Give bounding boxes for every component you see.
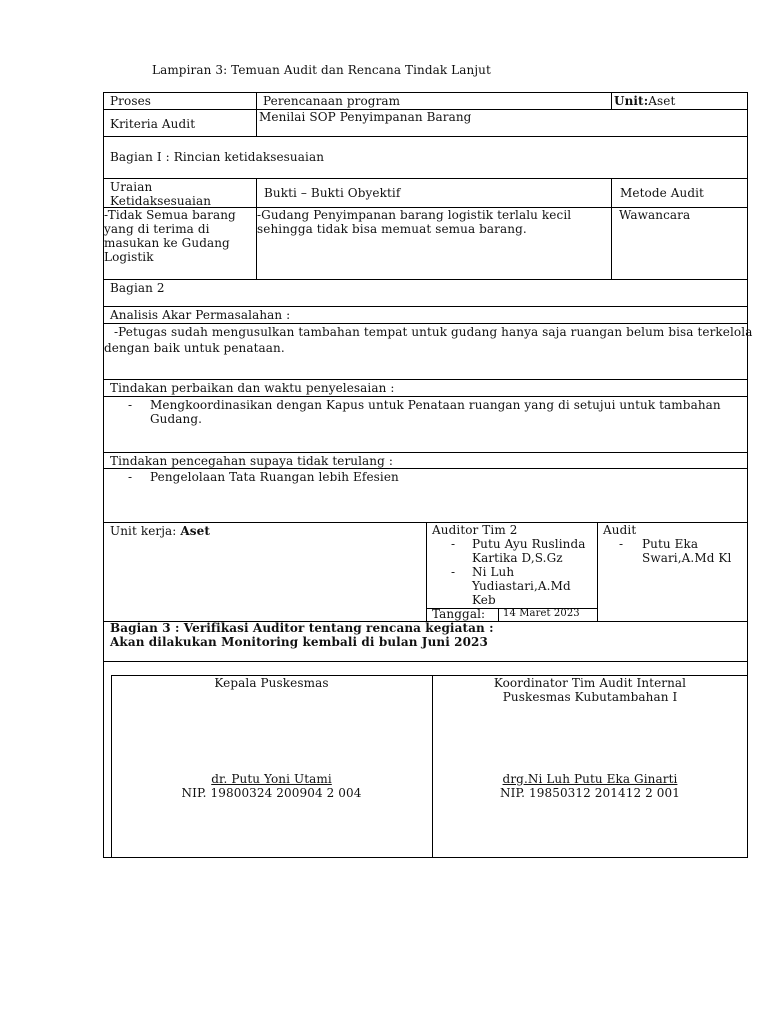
akar-label: Analisis Akar Permasalahan :	[110, 308, 291, 322]
page-title: Lampiran 3: Temuan Audit dan Rencana Tindak Lanjut	[152, 63, 491, 77]
audit-label: Audit	[603, 523, 637, 537]
akar-line1: -Petugas sudah mengusulkan tambahan tempat untuk gudang hanya saja ruangan belum bisa terkelola	[114, 325, 753, 339]
unit-kerja-value: Aset	[180, 524, 211, 538]
kriteria-label: Kriteria Audit	[110, 117, 196, 131]
signature-right-title: Koordinator Tim Audit Internal	[493, 676, 687, 690]
uraian-line: Logistik	[104, 250, 154, 264]
akar-line2: dengan baik untuk penataan.	[104, 341, 285, 355]
bukti-line: sehingga tidak bisa memuat semua barang.	[257, 222, 527, 236]
member-name: Putu Ayu Ruslinda	[472, 537, 586, 551]
signature-left-name: dr. Putu Yoni Utami	[211, 772, 332, 786]
audit-dash: -	[619, 537, 624, 551]
uraian-line: masukan ke Gudang	[104, 236, 230, 250]
perbaikan-line1: Mengkoordinasikan dengan Kapus untuk Penataan ruangan yang di setujui untuk tambahan	[150, 398, 721, 412]
unit-field	[614, 94, 675, 108]
uraian-line: yang di terima di	[104, 222, 210, 236]
bagian3-title: Bagian 3 : Verifikasi Auditor tentang rencana kegiatan :	[110, 621, 494, 635]
audit-name: Putu Eka	[642, 537, 699, 551]
pencegahan-line1: Pengelolaan Tata Ruangan lebih Efesien	[150, 470, 399, 484]
perbaikan-label: Tindakan perbaikan dan waktu penyelesaian :	[110, 381, 395, 395]
pencegahan-label: Tindakan pencegahan supaya tidak terulang :	[110, 454, 393, 468]
bagian2-title: Bagian 2	[110, 281, 165, 295]
member-title: Yudiastari,A.Md	[472, 579, 571, 593]
auditor-tim-label: Auditor Tim 2	[432, 523, 518, 537]
signature-right-name: drg.Ni Luh Putu Eka Ginarti	[502, 772, 678, 786]
pencegahan-dash: -	[128, 470, 133, 484]
metode-header: Metode Audit	[620, 186, 704, 200]
unit-kerja	[110, 524, 210, 538]
unit-label: Unit:	[614, 94, 649, 108]
bagian1-title: Bagian I : Rincian ketidaksesuaian	[110, 150, 325, 164]
uraian-header-line1: Uraian	[110, 180, 153, 194]
metode-value: Wawancara	[619, 208, 691, 222]
member-name: Ni Luh	[472, 565, 515, 579]
member-title: Kartika D,S.Gz	[472, 551, 563, 565]
unit-value: Aset	[648, 94, 676, 108]
audit-title: Swari,A.Md Kl	[642, 551, 732, 565]
proses-value: Perencanaan program	[263, 94, 401, 108]
member-dash: -	[451, 537, 456, 551]
bagian3-note: Akan dilakukan Monitoring kembali di bulan Juni 2023	[110, 635, 488, 649]
unit-kerja-label: Unit kerja:	[110, 524, 177, 538]
member-dash: -	[451, 565, 456, 579]
perbaikan-line2: Gudang.	[150, 412, 203, 426]
bukti-header: Bukti – Bukti Obyektif	[264, 186, 401, 200]
bukti-line: -Gudang Penyimpanan barang logistik terlalu kecil	[257, 208, 572, 222]
member-title: Keb	[472, 593, 496, 607]
tanggal-label: Tanggal:	[432, 607, 486, 621]
signature-left-nip: NIP. 19800324 200904 2 004	[181, 786, 362, 800]
signature-right-nip: NIP. 19850312 201412 2 001	[500, 786, 680, 800]
signature-right-subtitle: Puskesmas Kubutambahan I	[502, 690, 678, 704]
perbaikan-dash: -	[128, 398, 133, 412]
signature-left-title: Kepala Puskesmas	[214, 676, 329, 690]
proses-label: Proses	[110, 94, 152, 108]
kriteria-value: Menilai SOP Penyimpanan Barang	[259, 110, 472, 124]
uraian-header-line2: Ketidaksesuaian	[110, 194, 212, 208]
tanggal-value: 14 Maret 2023	[503, 608, 580, 619]
uraian-line: -Tidak Semua barang	[104, 208, 236, 222]
